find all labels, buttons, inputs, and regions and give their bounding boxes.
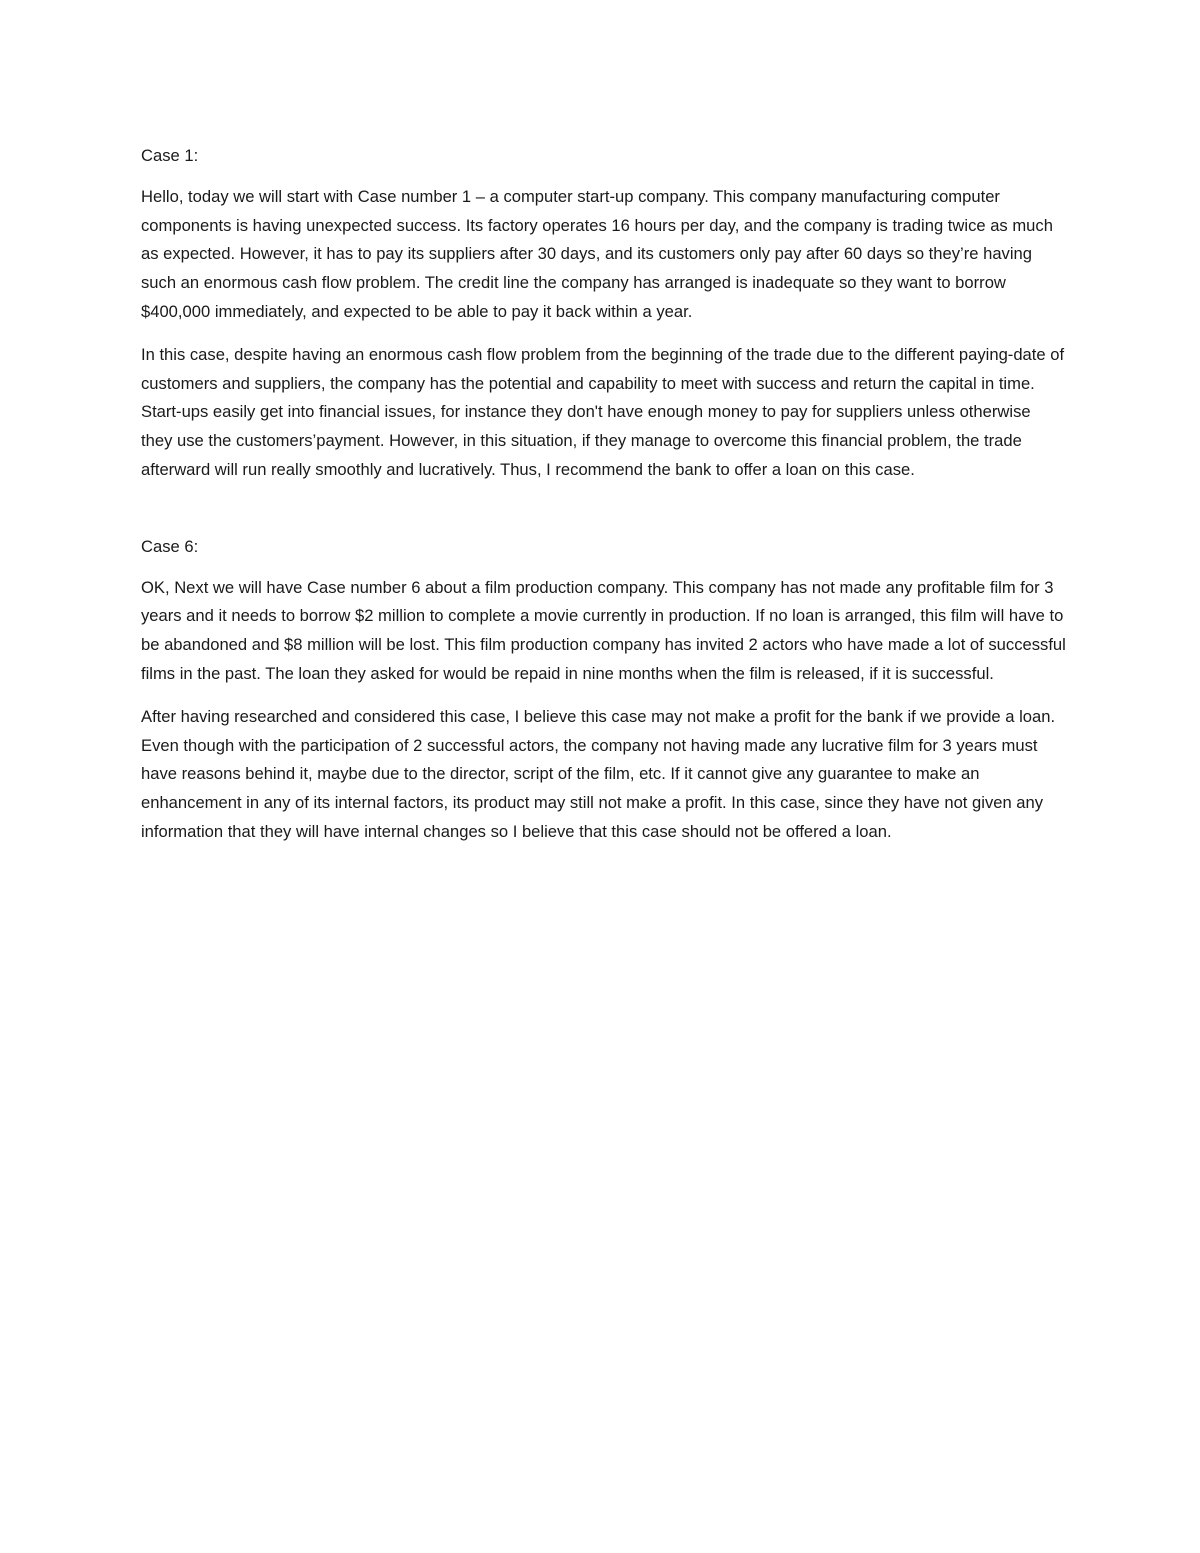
case-6-recommendation-paragraph: After having researched and considered this case, I believe this case may not make a profit for the bank if we provide a loan. Even though with the participation of 2 successful actors, the company not having made any lucrative film for 3 years must have reasons behind it, maybe due to the director, script of the film, etc. If it cannot give any guarantee to make an enhancement in any of its internal factors, its product may still not make a profit. In this case, since they have not given any information that they will have internal changes so I believe that this case should not be offered a loan. (141, 706, 1056, 841)
case-6-heading: Case 6: (141, 536, 199, 556)
case-1-heading: Case 1: (141, 146, 199, 165)
case-6-section (141, 533, 1066, 847)
document-body (141, 142, 1066, 861)
case-6-description-paragraph: OK, Next we will have Case number 6 about a film production company. This company has not made any profitable film for 3 years and it needs to borrow $2 million to complete a movie currently in production. If no loan is arranged, this film will have to be abandoned and $8 million will be lost. This film production company has invited 2 actors who have made a lot of successful films in the past. The loan they asked for would be repaid in nine months when the film is released, if it is successful. (141, 577, 1066, 683)
case-1-recommendation-paragraph: In this case, despite having an enormous cash flow problem from the beginning of the trade due to the different paying-date of customers and suppliers, the company has the potential and capability to meet with success and return the capital in time. Start-ups easily get into financial issues, for instance they don't have enough money to pay for suppliers unless otherwise they use the customers’payment. However, in this situation, if they manage to overcome this financial problem, the trade afterward will run really smoothly and lucratively. Thus, I recommend the bank to offer a loan on this case. (141, 344, 1065, 479)
case-1-section (141, 142, 1066, 485)
case-1-description-paragraph: Hello, today we will start with Case number 1 – a computer start-up company. This company manufacturing computer components is having unexpected success. Its factory operates 16 hours per day, and the company is trading twice as much as expected. However, it has to pay its suppliers after 30 days, and its customers only pay after 60 days so they’re having such an enormous cash flow problem. The credit line the company has arranged is inadequate so they want to borrow $400,000 immediately, and expected to be able to pay it back within a year. (141, 186, 1053, 321)
